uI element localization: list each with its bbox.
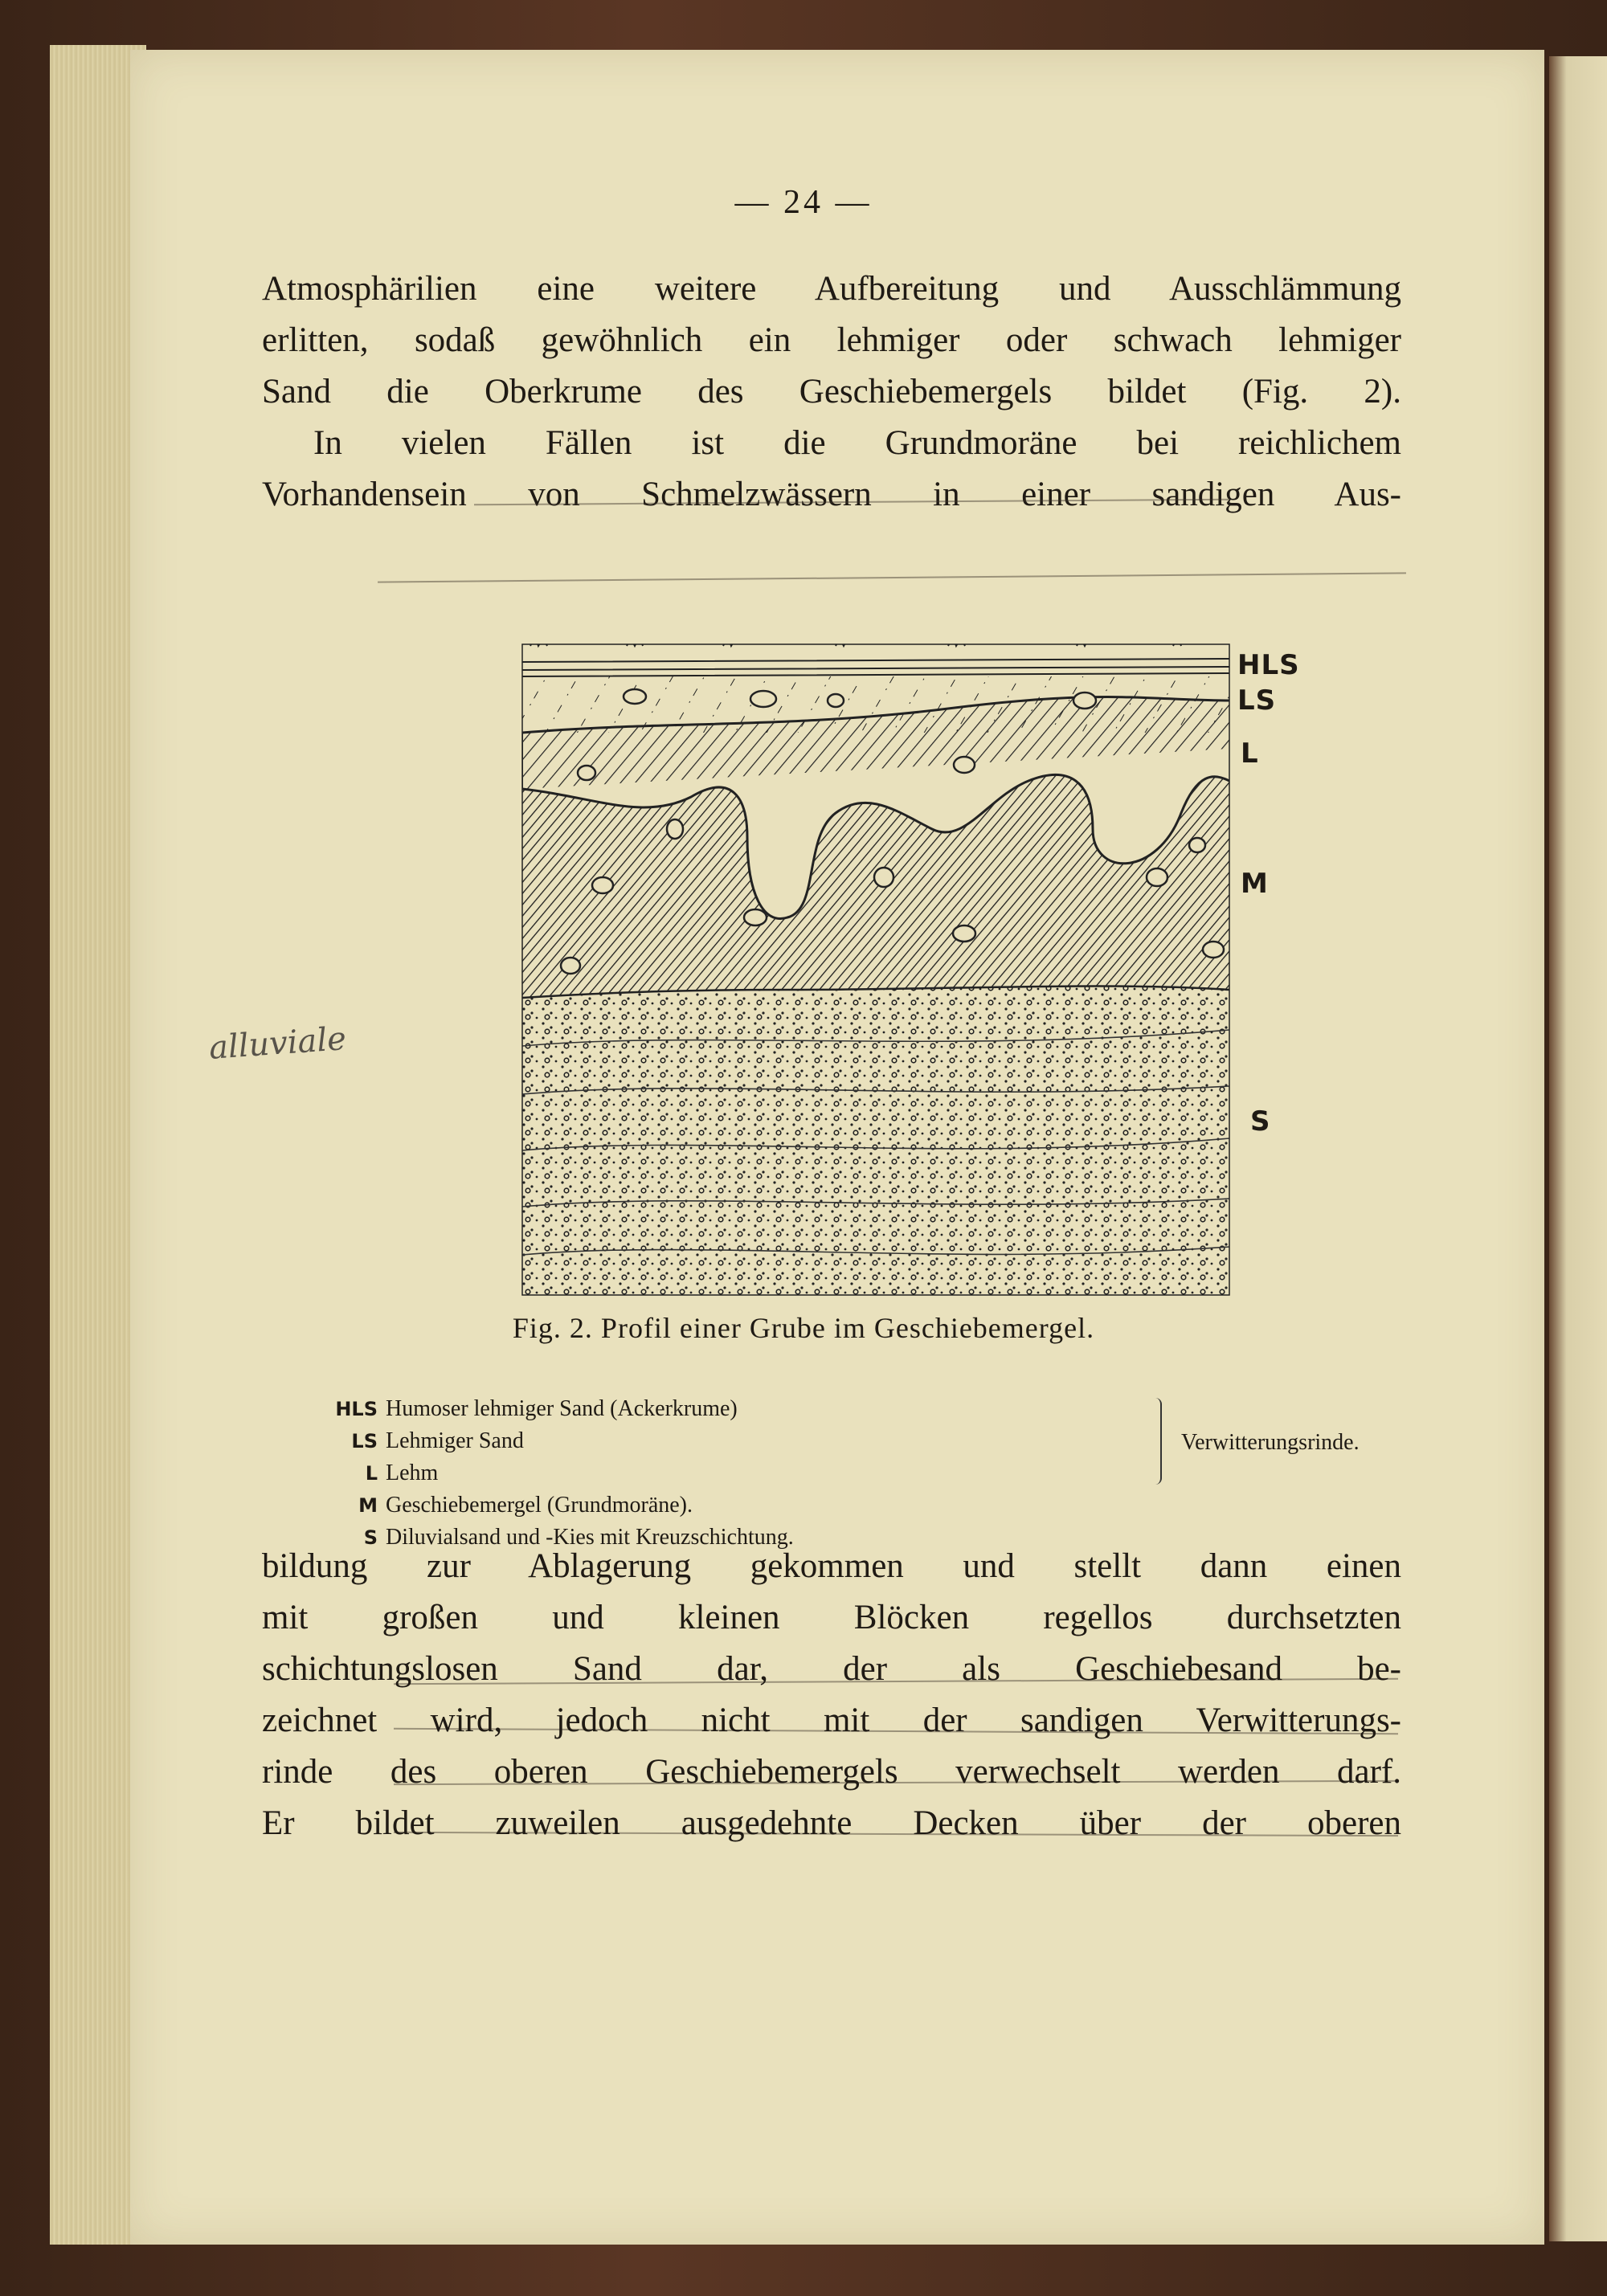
text-line: bildung zur Ablagerung gekommen und stellt dann einen xyxy=(262,1547,1401,1585)
legend-code: S xyxy=(363,1526,378,1549)
layer-code-s: S xyxy=(1250,1105,1271,1138)
text-line: In vielen Fällen ist die Grundmoräne bei reichlichem xyxy=(313,424,1401,462)
legend-code: L xyxy=(365,1462,378,1485)
text-line: Atmosphärilien eine weitere Aufbereitung und Ausschlämmung xyxy=(262,270,1401,308)
legend-code: LS xyxy=(351,1430,378,1452)
text-line: schichtungslosen Sand dar, der als Geschiebesand be- xyxy=(262,1650,1401,1688)
legend-text: Lehm xyxy=(386,1461,439,1485)
text-line: erlitten, sodaß gewöhnlich ein lehmiger oder schwach lehmiger xyxy=(262,321,1401,359)
layer-code-m: M xyxy=(1241,868,1269,900)
geological-profile-figure xyxy=(386,572,1270,1311)
text-line: Vorhandensein von Schmelzwässern in einer sandigen Aus- xyxy=(262,476,1401,513)
legend-code: M xyxy=(358,1494,378,1517)
text-line: Er bildet zuweilen ausgedehnte Decken über der oberen xyxy=(262,1804,1401,1842)
weathering-label: Verwitterungsrinde. xyxy=(1181,1430,1360,1455)
pencil-margin-note: alluviale xyxy=(207,1020,348,1067)
page-number: — 24 — xyxy=(734,184,873,221)
adjacent-page-edge xyxy=(1549,56,1607,2241)
legend-text: Geschiebemergel (Grundmoräne). xyxy=(386,1493,693,1518)
layer-code-ls: LS xyxy=(1237,684,1277,717)
text-line: zeichnet wird, jedoch nicht mit der sandigen Verwitterungs- xyxy=(262,1702,1401,1739)
legend-row xyxy=(304,1393,794,1425)
legend-row xyxy=(304,1425,794,1457)
figure-legend xyxy=(304,1393,1360,1554)
legend-row xyxy=(304,1489,794,1522)
legend-row xyxy=(304,1457,794,1489)
layer-code-l: L xyxy=(1241,737,1259,770)
bottom-paragraph xyxy=(262,1541,1401,1849)
top-paragraph xyxy=(262,264,1401,521)
text-line: rinde des oberen Geschiebemergels verwechselt werden darf. xyxy=(262,1753,1401,1791)
text-line: Sand die Oberkrume des Geschiebemergels bildet (Fig. 2). xyxy=(262,373,1401,411)
figure-caption: Fig. 2. Profil einer Grube im Geschiebemergel. xyxy=(512,1312,1095,1344)
legend-brace xyxy=(1152,1398,1162,1485)
layer-code-hls: HLS xyxy=(1237,649,1300,681)
text-line: mit großen und kleinen Blöcken regellos durchsetzten xyxy=(262,1599,1401,1636)
legend-text: Humoser lehmiger Sand (Ackerkrume) xyxy=(386,1396,738,1421)
legend-text: Diluvialsand und -Kies mit Kreuzschichtung. xyxy=(386,1525,794,1550)
legend-code: HLS xyxy=(335,1398,378,1420)
legend-text: Lehmiger Sand xyxy=(386,1428,524,1453)
